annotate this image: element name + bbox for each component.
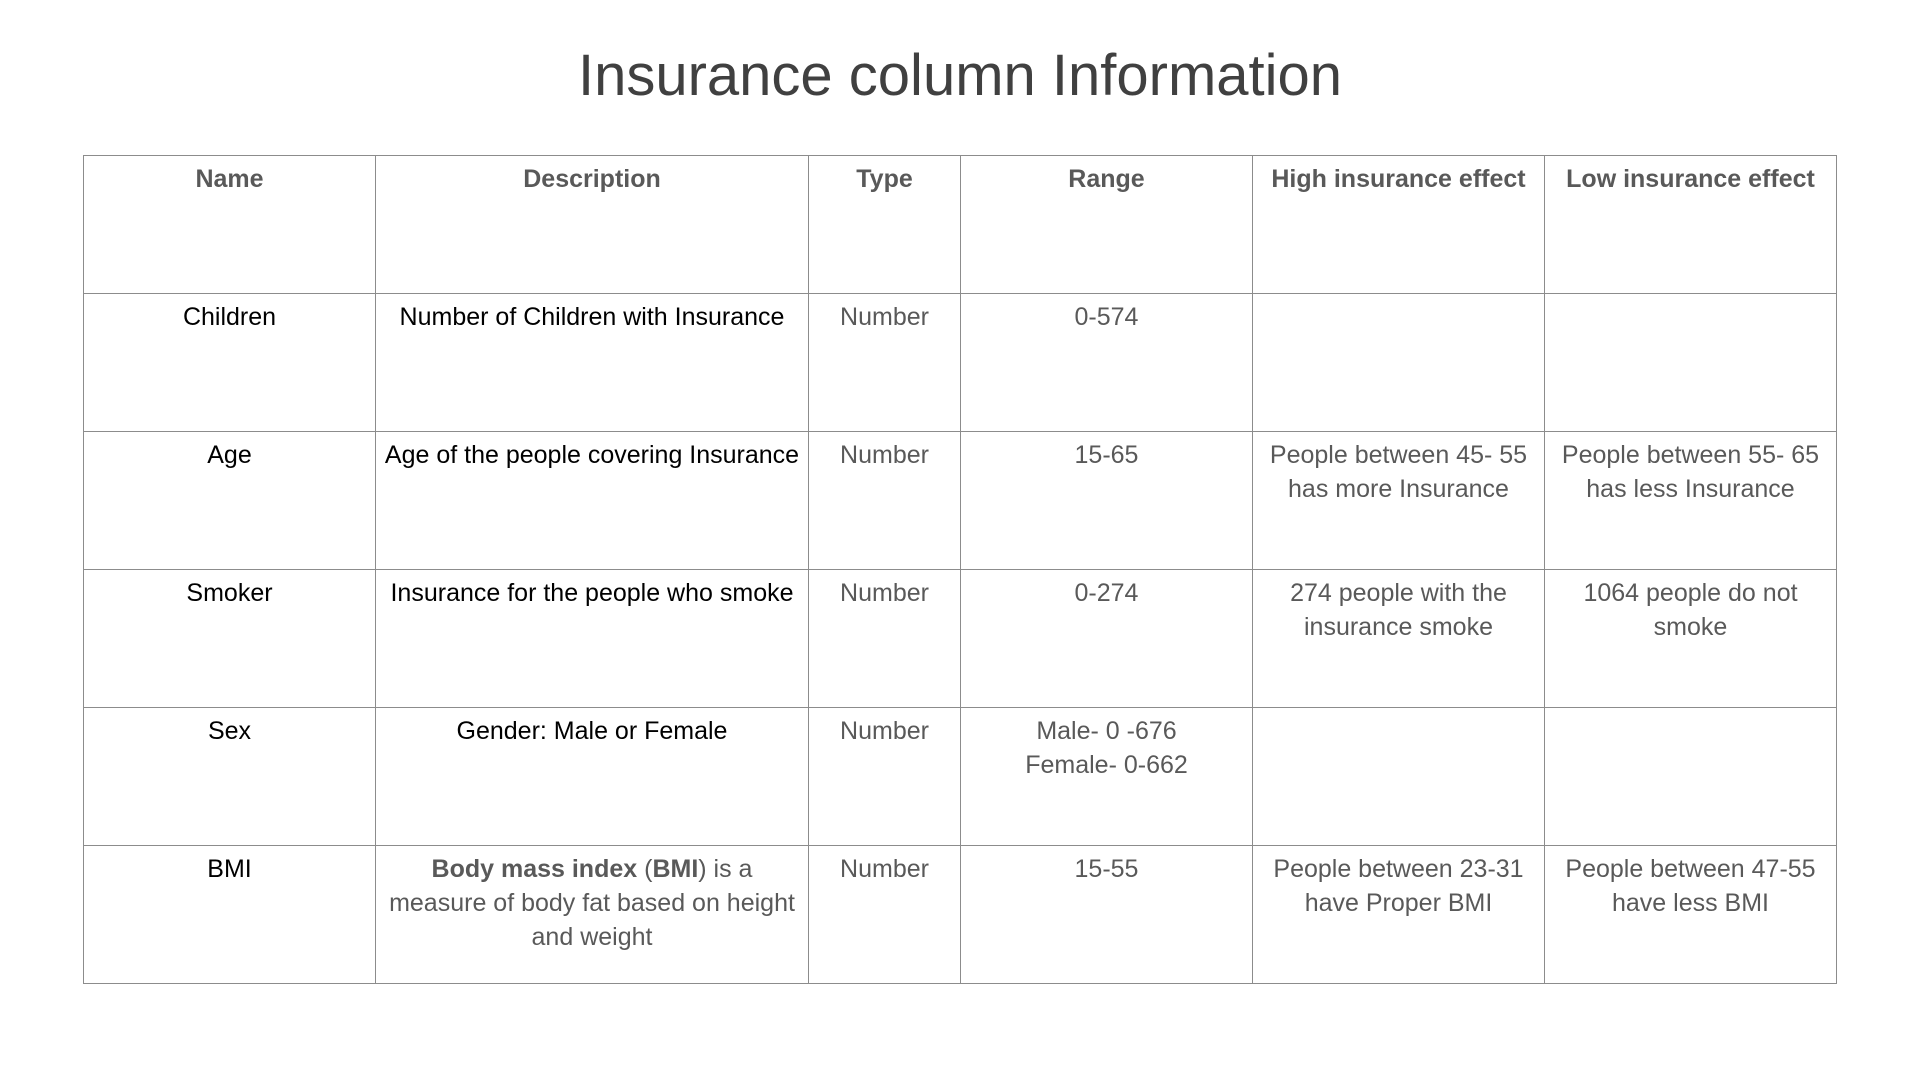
cell-name: Sex <box>84 708 376 846</box>
cell-type: Number <box>809 846 961 984</box>
table-row <box>84 708 1837 846</box>
cell-low-effect: 1064 people do not smoke <box>1545 570 1837 708</box>
page-title: Insurance column Information <box>577 43 1343 108</box>
cell-type: Number <box>809 570 961 708</box>
cell-type: Number <box>809 294 961 432</box>
header-name: Name <box>84 156 376 294</box>
cell-high-effect <box>1253 708 1545 846</box>
header-range: Range <box>961 156 1253 294</box>
range-line-male: Male- 0 -676 <box>1036 717 1177 745</box>
header-description: Description <box>376 156 809 294</box>
table-row <box>84 570 1837 708</box>
cell-description: Gender: Male or Female <box>376 708 809 846</box>
table-header-row <box>84 156 1837 294</box>
cell-range: 15-65 <box>961 432 1253 570</box>
cell-type: Number <box>809 708 961 846</box>
cell-name: Children <box>84 294 376 432</box>
cell-range: 15-55 <box>961 846 1253 984</box>
cell-type: Number <box>809 432 961 570</box>
cell-range: 0-274 <box>961 570 1253 708</box>
cell-range: 0-574 <box>961 294 1253 432</box>
cell-low-effect <box>1545 294 1837 432</box>
cell-name: BMI <box>84 846 376 984</box>
cell-low-effect <box>1545 708 1837 846</box>
range-line-female: Female- 0-662 <box>1025 751 1188 779</box>
table-row <box>84 846 1837 984</box>
insurance-column-table <box>83 155 1837 984</box>
table-row <box>84 294 1837 432</box>
description-bold-term: Body mass index <box>431 855 638 883</box>
cell-high-effect: People between 23-31 have Proper BMI <box>1253 846 1545 984</box>
cell-range <box>961 708 1253 846</box>
cell-description: Age of the people covering Insurance <box>376 432 809 570</box>
description-text: ) is a measure of body fat based on height and weight <box>389 855 795 951</box>
description-bold-abbrev: BMI <box>652 855 699 883</box>
header-type: Type <box>809 156 961 294</box>
cell-low-effect: People between 47-55 have less BMI <box>1545 846 1837 984</box>
header-high-insurance-effect: High insurance effect <box>1253 156 1545 294</box>
cell-description: Number of Children with Insurance <box>376 294 809 432</box>
cell-high-effect <box>1253 294 1545 432</box>
cell-low-effect: People between 55- 65 has less Insurance <box>1545 432 1837 570</box>
table-container <box>83 155 1837 984</box>
cell-description <box>376 846 809 984</box>
cell-high-effect: People between 45- 55 has more Insurance <box>1253 432 1545 570</box>
cell-name: Smoker <box>84 570 376 708</box>
header-low-insurance-effect: Low insurance effect <box>1545 156 1837 294</box>
description-text: ( <box>637 855 653 883</box>
cell-name: Age <box>84 432 376 570</box>
cell-high-effect: 274 people with the insurance smoke <box>1253 570 1545 708</box>
cell-description: Insurance for the people who smoke <box>376 570 809 708</box>
table-row <box>84 432 1837 570</box>
